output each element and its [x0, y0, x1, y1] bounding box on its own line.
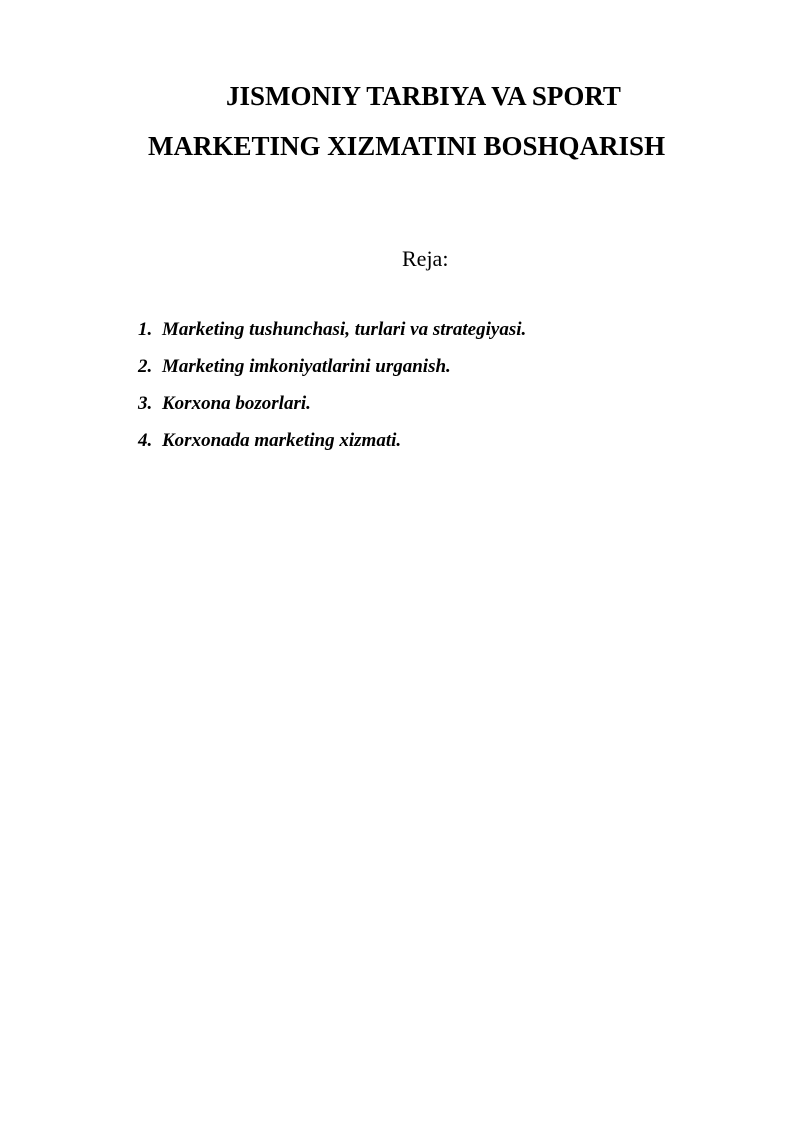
plan-item [138, 392, 526, 416]
plan-item-text: Korxona bozorlari. [162, 393, 311, 414]
plan-list [138, 318, 526, 466]
plan-item [138, 429, 526, 453]
plan-item [138, 355, 526, 379]
plan-item-text: Marketing tushunchasi, turlari va strategiyasi. [162, 319, 527, 340]
plan-item-number: 2. [138, 356, 153, 377]
plan-item-text: Korxonada marketing xizmati. [162, 430, 402, 451]
plan-item-text: Marketing imkoniyatlarini urganish. [162, 356, 451, 377]
plan-item-number: 4. [138, 430, 153, 451]
plan-heading: Reja: [402, 246, 449, 271]
document-title-line-2: MARKETING XIZMATINI BOSHQARISH [148, 131, 666, 161]
plan-item [138, 318, 526, 342]
document-title-line-1: JISMONIY TARBIYA VA SPORT [226, 81, 621, 111]
plan-item-number: 1. [138, 319, 153, 340]
plan-item-number: 3. [138, 393, 153, 414]
